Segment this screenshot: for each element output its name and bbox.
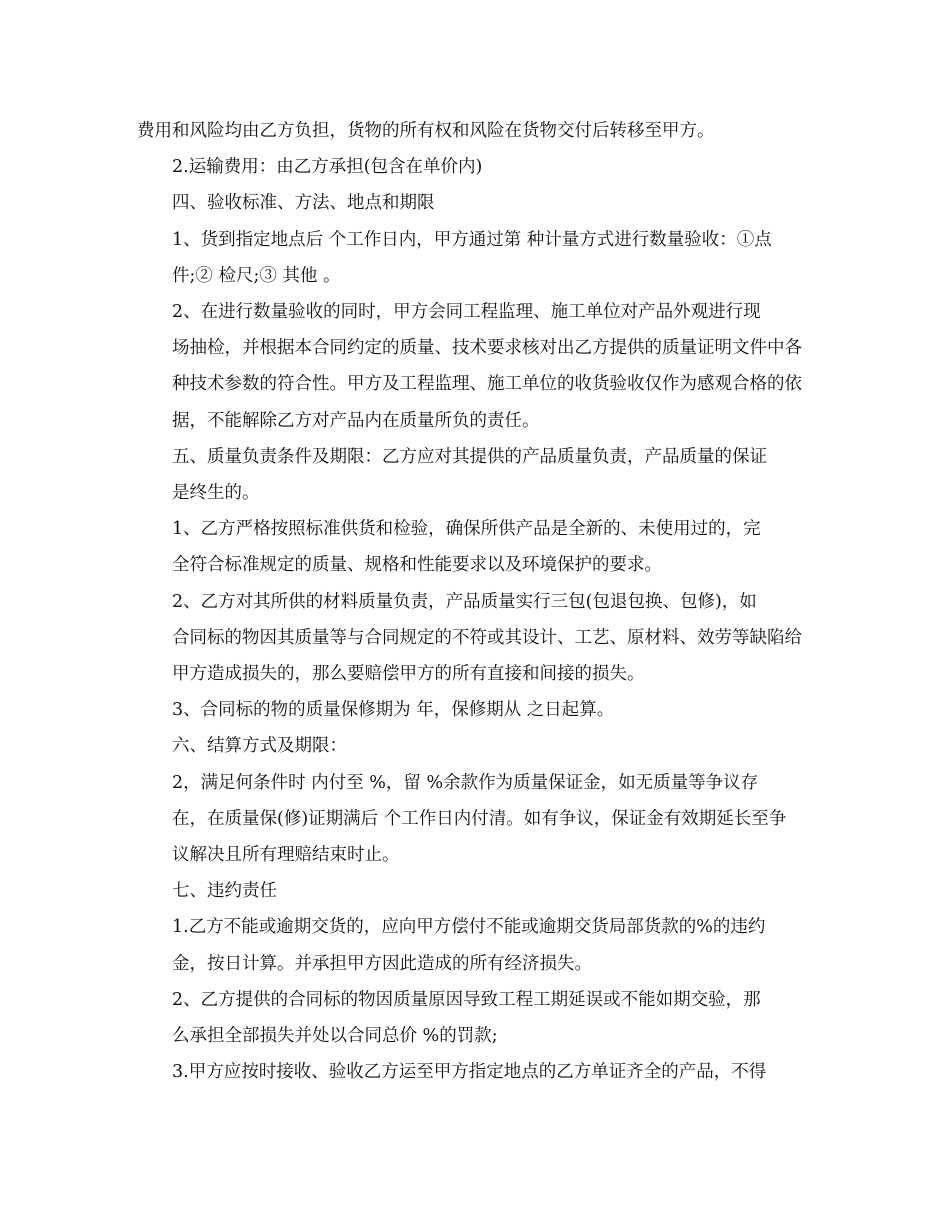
text-line: 议解决且所有理赔结束时止。 bbox=[172, 845, 400, 866]
text-line: 六、结算方式及期限： bbox=[172, 736, 347, 757]
paragraph bbox=[137, 728, 813, 764]
text-line: 么承担全部损失并处以合同总价 %的罚款; bbox=[172, 1026, 498, 1047]
paragraph bbox=[137, 692, 813, 728]
paragraph bbox=[137, 439, 813, 511]
paragraph bbox=[137, 511, 813, 583]
text-line: 2.运输费用：由乙方承担(包含在单价内) bbox=[172, 157, 483, 178]
text-line: 据，不能解除乙方对产品内在质量所负的责任。 bbox=[172, 410, 540, 431]
paragraph bbox=[137, 113, 813, 149]
text-line: 2、乙方对其所供的材料质量负责，产品质量实行三包(包退包换、包修)，如 bbox=[172, 591, 757, 612]
text-line: 是终生的。 bbox=[172, 483, 260, 504]
paragraph bbox=[137, 1054, 813, 1090]
text-line: 七、违约责任 bbox=[172, 881, 277, 902]
paragraph bbox=[137, 584, 813, 693]
paragraph bbox=[137, 149, 813, 185]
text-line: 甲方造成损失的，那么要赔偿甲方的所有直接和间接的损失。 bbox=[172, 664, 645, 685]
text-line: 金，按日计算。并承担甲方因此造成的所有经济损失。 bbox=[172, 953, 592, 974]
text-line: 合同标的物因其质量等与合同规定的不符或其设计、工艺、原材料、效劳等缺陷给 bbox=[172, 627, 802, 648]
text-line: 3、合同标的物的质量保修期为 年，保修期从 之日起算。 bbox=[172, 700, 615, 721]
text-line: 1、货到指定地点后 个工作日内，甲方通过第 种计量方式进行数量验收：①点 bbox=[172, 229, 772, 250]
text-line: 件;② 检尺;③ 其他 。 bbox=[172, 265, 341, 286]
paragraph bbox=[137, 294, 813, 439]
text-line: 四、验收标准、方法、地点和期限 bbox=[172, 193, 435, 214]
paragraph bbox=[137, 222, 813, 294]
text-line: 1、乙方严格按照标准供货和检验，确保所供产品是全新的、未使用过的，完 bbox=[172, 519, 761, 540]
text-line: 3.甲方应按时接收、验收乙方运至甲方指定地点的乙方单证齐全的产品，不得 bbox=[172, 1062, 767, 1083]
text-line: 在，在质量保(修)证期满后 个工作日内付清。如有争议，保证金有效期延长至争 bbox=[172, 808, 787, 829]
paragraph bbox=[137, 982, 813, 1054]
text-line: 2、乙方提供的合同标的物因质量原因导致工程工期延误或不能如期交验，那 bbox=[172, 989, 761, 1010]
document-body bbox=[137, 113, 813, 1090]
text-line: 2，满足何条件时 内付至 %，留 %余款作为质量保证金，如无质量等争议存 bbox=[172, 772, 759, 793]
text-line: 种技术参数的符合性。甲方及工程监理、施工单位的收货验收仅作为感观合格的依 bbox=[172, 374, 802, 395]
text-line: 1.乙方不能或逾期交货的，应向甲方偿付不能或逾期交货局部货款的%的违约 bbox=[172, 917, 766, 938]
text-line: 费用和风险均由乙方负担，货物的所有权和风险在货物交付后转移至甲方。 bbox=[137, 121, 715, 141]
text-line: 2、在进行数量验收的同时，甲方会同工程监理、施工单位对产品外观进行现 bbox=[172, 302, 761, 323]
paragraph bbox=[137, 909, 813, 981]
text-line: 全符合标准规定的质量、规格和性能要求以及环境保护的要求。 bbox=[172, 555, 662, 576]
text-line: 五、质量负责条件及期限：乙方应对其提供的产品质量负责，产品质量的保证 bbox=[172, 446, 767, 467]
paragraph bbox=[137, 765, 813, 874]
paragraph bbox=[137, 873, 813, 909]
paragraph bbox=[137, 185, 813, 221]
text-line: 场抽检，并根据本合同约定的质量、技术要求核对出乙方提供的质量证明文件中各 bbox=[172, 338, 802, 359]
